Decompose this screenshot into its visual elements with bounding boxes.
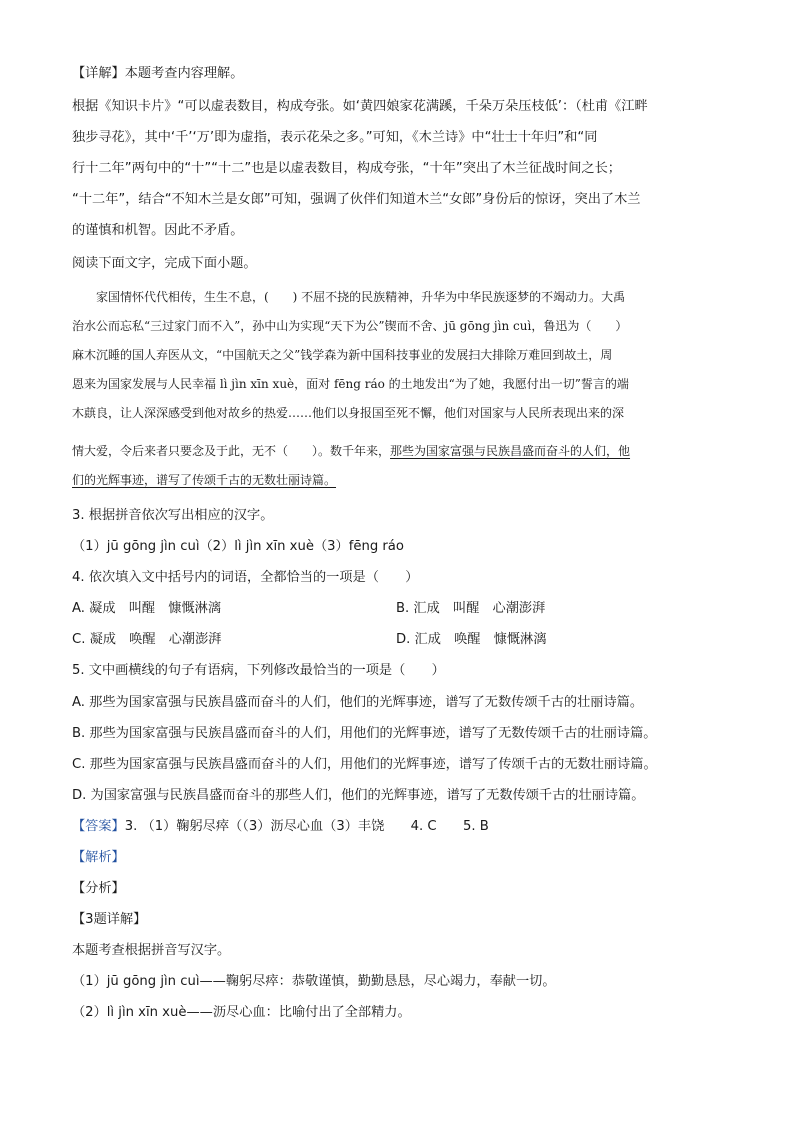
- detail-line: 的谨慎和机智。因此不矛盾。: [72, 223, 244, 238]
- passage-text: 情大爱，令后来者只要念及于此，无不（ ）。数千年来，: [72, 444, 391, 458]
- passage-line: 家国情怀代代相传，生生不息，( ) 不屈不挠的民族精神，升华为中华民族逐梦的不竭动力。大禹: [96, 290, 626, 304]
- q4-option-b: B. 汇成 叫醒 心潮澎湃: [396, 601, 546, 616]
- passage-line: 恩来为国家发展与人民幸福 lì jìn xīn xuè，面对 fēng ráo 的土地发出“为了她，我愿付出一切”誓言的端: [72, 377, 629, 391]
- q5-option-c: C. 那些为国家富强与民族昌盛而奋斗的人们，用他们的光辉事迹，谱写了传颂千古的无数壮丽诗篇。: [72, 757, 657, 772]
- q3-detail-item: （2）lì jìn xīn xuè——沥尽心血：比喻付出了全部精力。: [72, 1005, 411, 1020]
- underlined-sentence: 们的光辉事迹，谱写了传颂千古的无数壮丽诗篇。: [72, 473, 337, 487]
- q5-option-a: A. 那些为国家富强与民族昌盛而奋斗的人们，他们的光辉事迹，谱写了无数传颂千古的壮丽诗篇。: [72, 695, 644, 710]
- answer-label: 【答案】: [72, 819, 125, 834]
- detail-heading: 【详解】本题考查内容理解。: [72, 66, 244, 81]
- passage-line: 木蕻良，让人深深感受到他对故乡的热爱……他们以身报国至死不懈，他们对国家与人民所表现出来的深: [72, 406, 625, 420]
- q3-stem: 3. 根据拼音依次写出相应的汉字。: [72, 508, 274, 523]
- passage-line: 治水公而忘私“三过家门而不入”，孙中山为实现“天下为公”锲而不舍、jū gōng jìn cuì，鲁迅为（ ）: [72, 319, 628, 333]
- q4-option-d: D. 汇成 唤醒 慷慨淋漓: [396, 632, 547, 647]
- detail-line: 根据《知识卡片》“可以虚表数目，构成夸张。如‘黄四娘家花满蹊，千朵万朵压枝低’：（杜甫《江畔: [72, 99, 648, 114]
- q5-option-b: B. 那些为国家富强与民族昌盛而奋斗的人们，用他们的光辉事迹，谱写了无数传颂千古的壮丽诗篇。: [72, 726, 657, 741]
- passage-line: 麻木沉睡的国人弃医从文，“中国航天之父”钱学森为新中国科技事业的发展扫大排除万难回到故土，周: [72, 348, 613, 362]
- answer-text: 3. （1）鞠躬尽瘁（（3）沥尽心血（3）丰饶 4. C 5. B: [124, 819, 489, 834]
- q3-detail-heading: 【3题详解】: [72, 912, 147, 927]
- q3-items: （1）jū gōng jìn cuì（2）lì jìn xīn xuè（3）fēng ráo: [72, 539, 404, 554]
- detail-line: 行十二年”两句中的“十”“十二”也是以虚表数目，构成夸张，“十年”突出了木兰征战时间之长；: [72, 161, 621, 176]
- q5-option-d: D. 为国家富强与民族昌盛而奋斗的那些人们，他们的光辉事迹，谱写了无数传颂千古的壮丽诗篇。: [72, 788, 645, 803]
- passage-line: [72, 441, 630, 461]
- analysis-label: 【解析】: [72, 850, 125, 865]
- q3-detail-item: （1）jū gōng jìn cuì——鞠躬尽瘁：恭敬谨慎，勤勤恳恳，尽心竭力，奉献一切。: [72, 974, 556, 989]
- fenxi-label: 【分析】: [72, 881, 125, 896]
- detail-line: 独步寻花》，其中‘千’‘万’即为虚指，表示花朵之多。”可知，《木兰诗》中“壮士十年归”和“同: [72, 130, 598, 145]
- underlined-sentence: 那些为国家富强与民族昌盛而奋斗的人们，他: [390, 444, 631, 458]
- detail-line: “十二年”，结合“不知木兰是女郎”可知，强调了伙伴们知道木兰“女郎”身份后的惊讶，突出了木兰: [72, 192, 641, 207]
- reading-intro: 阅读下面文字，完成下面小题。: [72, 256, 257, 271]
- q4-option-a: A. 凝成 叫醒 慷慨淋漓: [72, 601, 222, 616]
- q3-detail-intro: 本题考查根据拼音写汉字。: [72, 943, 231, 958]
- q5-stem: 5. 文中画横线的句子有语病，下列修改最恰当的一项是（ ）: [72, 663, 445, 678]
- q4-option-c: C. 凝成 唤醒 心潮澎湃: [72, 632, 222, 647]
- q4-stem: 4. 依次填入文中括号内的词语，全都恰当的一项是（ ）: [72, 570, 419, 585]
- answer-line: [72, 817, 489, 837]
